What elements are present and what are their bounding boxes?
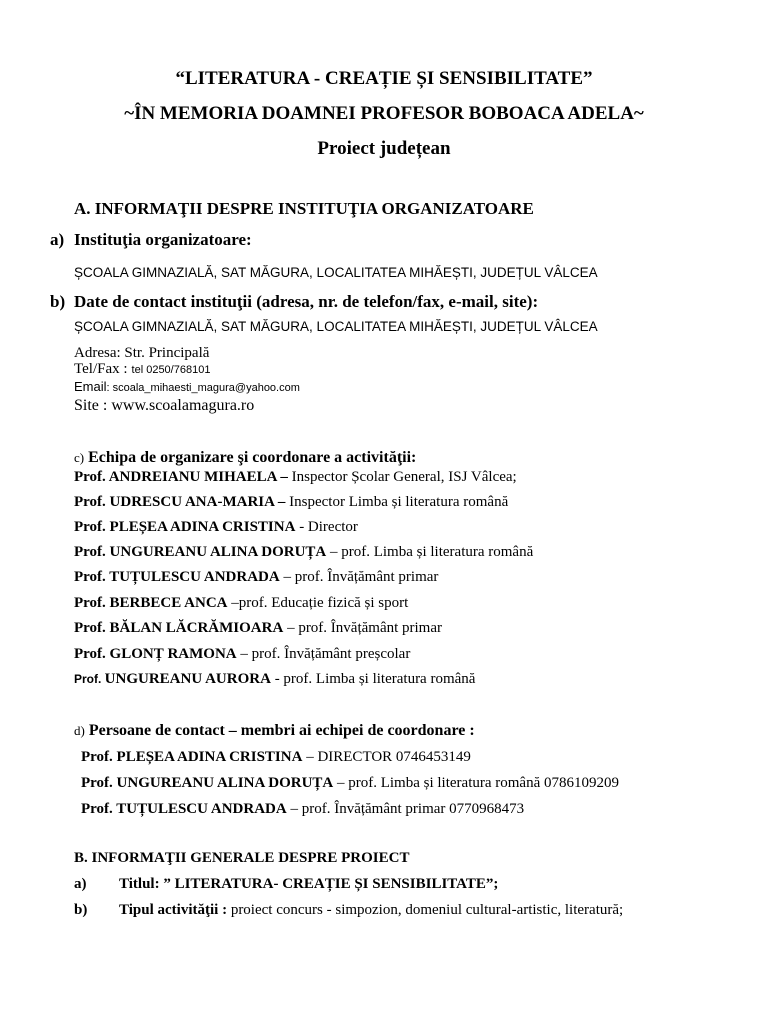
team-member xyxy=(74,519,358,536)
contact-person xyxy=(81,801,524,818)
member-prefix: Prof. xyxy=(74,672,105,686)
member-role: – prof. Limba și literatura română xyxy=(326,544,534,560)
section-b-item-marker: b) xyxy=(74,902,88,918)
member-name: BĂLAN LĂCRĂMIOARA xyxy=(109,620,284,636)
section-b-heading: B. INFORMAŢII GENERALE DESPRE PROIECT xyxy=(74,850,410,866)
member-prefix: Prof. xyxy=(74,646,110,662)
member-prefix: Prof. xyxy=(74,620,110,636)
contact-name: PLEȘEA ADINA CRISTINA xyxy=(116,749,303,765)
member-name: UNGUREANU ALINA DORUȚA xyxy=(109,544,327,560)
member-prefix: Prof xyxy=(74,494,103,510)
section-a-heading: A. INFORMAŢII DESPRE INSTITUŢIA ORGANIZATOARE xyxy=(74,199,534,218)
section-b-item xyxy=(119,902,623,919)
contact-name: UNGUREANU ALINA DORUȚA xyxy=(116,775,334,791)
member-name: BERBECE ANCA xyxy=(109,595,228,611)
item-a-value: ȘCOALA GIMNAZIALĂ, SAT MĂGURA, LOCALITATEA MIHĂEȘTI, JUDEȚUL VÂLCEA xyxy=(74,265,598,280)
tel-fax-value: tel 0250/768101 xyxy=(131,364,211,376)
member-role: Inspector Limba și literatura română xyxy=(285,494,509,510)
tel-fax-line xyxy=(74,360,210,378)
item-c-heading xyxy=(74,449,416,467)
item-b-value: ȘCOALA GIMNAZIALĂ, SAT MĂGURA, LOCALITATEA MIHĂEȘTI, JUDEȚUL VÂLCEA xyxy=(74,319,598,334)
member-role: Inspector Școlar General, ISJ Vâlcea; xyxy=(287,469,517,485)
member-role: – prof. Învățământ preșcolar xyxy=(236,646,411,662)
section-b-item-label: Titlul: ” LITERATURA- CREAȚIE ȘI SENSIBILITATE”; xyxy=(119,876,499,892)
member-role: – prof. Învățământ primar xyxy=(279,569,439,585)
item-a-label: Instituţia organizatoare: xyxy=(74,230,252,249)
document-subtitle: Proiect județean xyxy=(317,138,451,159)
item-b-marker: b) xyxy=(50,292,66,311)
email-prefix: Email xyxy=(74,379,107,394)
member-role: – prof. Învățământ primar xyxy=(283,620,443,636)
section-b-item xyxy=(119,876,498,893)
email-line xyxy=(74,378,300,396)
item-b-label: Date de contact instituţii (adresa, nr. de telefon/fax, e-mail, site): xyxy=(74,292,539,311)
address-line: Adresa: Str. Principală xyxy=(74,345,210,361)
item-d-marker: d) xyxy=(74,723,85,738)
team-member xyxy=(74,620,442,637)
member-prefix: Prof. xyxy=(74,544,110,560)
section-b-item-value: proiect concurs - simpozion, domeniul cultural-artistic, literatură; xyxy=(227,902,624,918)
contact-name: . TUȚULESCU ANDRADA xyxy=(109,801,287,817)
team-member xyxy=(74,494,508,511)
email-value: : scoala_mihaesti_magura@yahoo.com xyxy=(106,382,300,394)
member-prefix: Prof xyxy=(74,569,103,585)
member-prefix: Prof. xyxy=(74,469,109,485)
team-member xyxy=(74,469,517,486)
member-name: . UDRESCU ANA-MARIA – xyxy=(102,494,286,510)
contact-role: – DIRECTOR 0746453149 xyxy=(302,749,471,765)
item-a-marker: a) xyxy=(50,230,65,249)
member-role: - Director xyxy=(295,519,358,535)
team-member xyxy=(74,595,408,612)
section-b-item-marker: a) xyxy=(74,876,87,892)
contact-prefix: Prof. xyxy=(81,749,117,765)
section-b-item-label: Tipul activităţii : xyxy=(119,902,228,918)
tel-fax-prefix: Tel/Fax : xyxy=(74,361,128,377)
member-role: - prof. Limba și literatura română xyxy=(270,671,476,687)
item-d-heading xyxy=(74,722,475,740)
contact-role: – prof. Învățământ primar 0770968473 xyxy=(286,801,525,817)
document-title-line2: ~ÎN MEMORIA DOAMNEI PROFESOR BOBOACA ADELA~ xyxy=(124,103,644,124)
item-c-marker: c) xyxy=(74,450,85,465)
item-c-label: Echipa de organizare şi coordonare a activităţii: xyxy=(88,449,417,466)
member-prefix: Prof. xyxy=(74,595,110,611)
document-title-line1: “LITERATURA - CREAȚIE ȘI SENSIBILITATE” xyxy=(175,68,593,89)
contact-prefix: Prof. xyxy=(81,775,117,791)
member-name: GLONȚ RAMONA xyxy=(109,646,237,662)
contact-person xyxy=(81,775,619,792)
member-name: ANDREIANU MIHAELA – xyxy=(108,469,288,485)
contact-prefix: Prof xyxy=(81,801,110,817)
team-member xyxy=(74,544,533,561)
member-role: –prof. Educație fizică și sport xyxy=(227,595,409,611)
member-name: UNGUREANU AURORA xyxy=(104,671,271,687)
contact-person xyxy=(81,749,471,766)
team-member xyxy=(74,671,475,688)
item-d-label: Persoane de contact – membri ai echipei de coordonare : xyxy=(88,722,475,739)
member-name: . TUȚULESCU ANDRADA xyxy=(102,569,280,585)
team-member xyxy=(74,646,410,663)
member-name: PLEȘEA ADINA CRISTINA xyxy=(109,519,296,535)
site-line: Site : www.scoalamagura.ro xyxy=(74,397,255,414)
contact-role: – prof. Limba și literatura română 0786109209 xyxy=(333,775,619,791)
team-member xyxy=(74,569,438,586)
member-prefix: Prof. xyxy=(74,519,110,535)
